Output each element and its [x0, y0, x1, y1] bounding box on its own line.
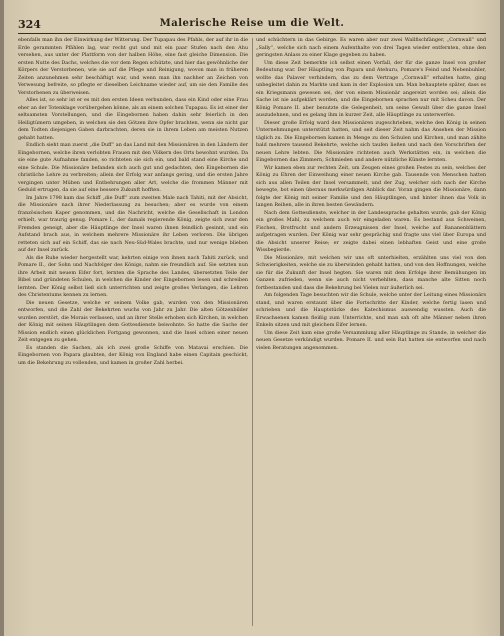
running-title: Malerische Reise um die Welt.: [159, 18, 345, 29]
paragraph: Nach dem Gottesdienste, welcher in der Landessprache gehalten wurde, gab der König ein großes Mahl, zu welchem auch wir eingeladen waren. Es bestand aus Schweinen, Fischen, Brotfrucht und andern Erzeugnissen der Insel, welche auf Bananenblättern aufgetragen wurden. Der König war sehr gesprächig und fragte uns viel über Europa und die Absicht unserer Reise; er zeigte dabei einen lebhaften Geist und eine große Wissbegierde.: [256, 209, 486, 253]
paragraph: Um diese Zeit kam eine große Versammlung aller Häuptlinge zu Stande, in welcher die neuen Gesetze verkündigt wurden. Pomare II. und sein Rat hatten sie entworfen und nach vielen Beratungen angenommen.: [256, 329, 486, 351]
page-number: 324: [18, 18, 41, 31]
book-page: [4, 0, 500, 636]
right-text-column: [256, 37, 486, 627]
column-divider: [252, 38, 253, 626]
paragraph: Die Missionäre, mit welchen wir uns oft unterhielten, erzählten uns viel von den Schwierigkeiten, welche sie zu überwinden gehabt hatten, und von den Hoffnungen, welche sie für die Zukunft der Insel hegten. Sie waren mit dem Erfolge ihrer Bemühungen im Ganzen zufrieden, wenn sie auch nicht verhehlten, dass manche alte Sitten noch fortbestanden und dass die Bekehrung bei Vielen nur äußerlich sei.: [256, 254, 486, 291]
header-rule: [18, 33, 486, 34]
paragraph: Die neuen Gesetze, welche er seinem Volke gab, wurden von den Missionären entworfen, und die Zahl der Bekehrten wuchs von Jahr zu Jahr. Die alten Götzenbilder wurden zerstört, die Morais verlassen, und an ihrer Stelle erhoben sich Kirchen, in welchen der König mit seinen Häuptlingen dem Gottesdienste beiwohnte. So hatte die Sache der Mission endlich einen glücklichen Fortgang gewonnen, und die Insel schien einer neuen Zeit entgegen zu gehen.: [18, 299, 248, 343]
paragraph: Um diese Zeit bemerkte ich selbst einen Vorfall, der für die ganze Insel von großer Bedeutung war. Der Häuptling von Papara und Atehuru, Pomare's Feind und Nebenbuhler, wollte das Palaver verhindern, das zu dem Vertrage „Cornwall“ erhalten hatte, ging unbegleitet dahin zu Markte und kam in der Explosion um. Man behauptete später, dass es ein Kriegsmann gewesen sei, der von einem Missionär angereizt worden sei; allein die Sache ist nie aufgeklärt worden, und die Eingebornen sprachen nur mit Scheu davon. Der König Pomare II. aber benutzte die Gelegenheit, um seine Gewalt über die ganze Insel auszudehnen, und es gelang ihm in kurzer Zeit, alle Häuptlinge zu unterwerfen.: [256, 59, 486, 118]
paragraph: Als die Ruhe wieder hergestellt war, kehrten einige von ihnen nach Tahiti zurück, und Pomare II., der Sohn und Nachfolger des Königs, nahm sie freundlich auf. Sie setzten nun ihre Arbeit mit neuem Eifer fort, lernten die Sprache des Landes, übersetzten Teile der Bibel und gründeten Schulen, in welchen die Kinder der Eingebornen lesen und schreiben lernten. Der König selbst ließ sich unterrichten und zeigte großes Verlangen, die Lehren des Christentums kennen zu lernen.: [18, 254, 248, 298]
paragraph: Endlich sieht man zuerst „die Duff“ an das Land mit den Missionären in den Ländern der Eingebornen, welche ihren verlobten Frauen mit den Völkern des Orts bewohnt wurden. Da sie eine gute Aufnahme fanden, so richteten sie sich ein, und bald stand eine Kirche und eine Schule. Die Missionäre befanden sich auch gut und gedachten, den Eingebornen die christliche Lehre zu verbreiten; allein der Erfolg war anfangs gering, und die ersten Jahre vergingen unter Mühen und Entbehrungen aller Art, welche die frommen Männer mit Geduld ertrugen, da sie auf eine bessere Zukunft hofften.: [18, 142, 248, 193]
paragraph: Alles ist, so sehr ist er es mit den ersten Ideen verbunden, dass ein Kind oder eine Frau eher an der Totenklage vorübergehen könne, als an einem solchen Tupapau. Es ist einer der seltsamsten Vorstellungen, und die Eingebornen haben dahin sehr feierlich in den Heiligtümern umgeben, in welchen sie den Götzen ihre Opfer brachten, wenn sie nicht gar dem Todten diejenigen Gaben darbrachten, deren sie in ihrem Leben am meisten Nutzen gehabt hatten.: [18, 97, 248, 141]
paragraph: und schüchtern in das Gebirge. Es waren aber nur zwei Wallfischfänger, „Cornwall“ und „Sally“, welche sich nach einem Aufenthalte von drei Tagen wieder entfernten, ohne den geringsten Anlass zu einer Klage gegeben zu haben.: [256, 37, 486, 58]
paragraph: Im Jahre 1798 kam das Schiff „die Duff“ zum zweiten Male nach Tahiti, mit der Absicht, die Missionäre nach ihrer Niederlassung zu besuchen; aber es wurde von einem französischen Kaper genommen, und die Nachricht, welche die Gesellschaft in London erhielt, war traurig genug. Pomare I., der damals regierende König, zeigte sich zwar den Fremden geneigt, aber die Häuptlinge der Insel waren ihnen feindlich gesinnt, und ein Aufstand brach aus, in welchem mehrere Missionäre ihr Leben verloren. Die übrigen retteten sich auf ein Schiff, das sie nach Neu-Süd-Wales brachte, und nur wenige blieben auf der Insel zurück.: [18, 194, 248, 253]
left-text-column: [18, 37, 248, 627]
paragraph: Es standen die Sachen, als ich zwei große Schiffe von Matavai erschien. Die Eingebornen von Papara glaubten, der König von England habe einen Capitain geschickt, um die Bekehrung zu vollenden, und kamen in großer Zahl herbei.: [18, 344, 248, 366]
paragraph: Am folgenden Tage besuchten wir die Schule, welche unter der Leitung eines Missionärs stand, und waren erstaunt über die Fortschritte der Kinder, welche fertig lasen und schrieben und die Hauptstücke des Katechismus auswendig wussten. Auch die Erwachsenen kamen fleißig zum Unterrichte, und man sah oft alte Männer neben ihren Enkeln sitzen und mit gleichem Eifer lernen.: [256, 292, 486, 328]
paragraph: ebenfalls man ihn der Einwirkung der Witterung. Der Tupapau des Pfahls, der auf ihr in die Erde gerammten Pfählen lag, war recht gut und mit ein paar Stufen nach den Ahu versehen, aus unter der Plattform von der halben Höhe, eine fast gleiche Dimension. Die ersten Nutte des Dachs, welches die vor dem Regen schützte, und hier das gewöhnliche der Körpers der Verstorbenen, wie sie auf die Pflege und Reinigung, wovon man in früheren Zeiten anzunehmen sehr beschäftigt war, und wenn man ihn nachher an Zeichen von Verwesung befreite, so pflegte er dieselben Leichname wieder auf, um sie den Familie des Verstorbenen zu überweisen.: [18, 37, 248, 96]
paragraph: Dieser große Erfolg ward den Missionären zugeschrieben, welche den König in seinen Unternehmungen unterstützt hatten, und seit dieser Zeit nahm das Ansehen der Mission täglich zu. Die Eingebornen kamen in Menge zu den Schulen und Kirchen, und man zählte bald mehrere tausend Bekehrte, welche sich taufen ließen und nach den Vorschriften der neuen Lehre lebten. Die Missionäre richteten auch Werkstätten ein, in welchen die Eingebornen das Zimmern, Schmieden und andere nützliche Künste lernten.: [256, 119, 486, 163]
page-header: [18, 18, 486, 34]
paragraph: Wir kamen eben zur rechten Zeit, um Zeugen eines großen Festes zu sein, welches der König zu Ehren der Einweihung einer neuen Kirche gab. Tausende von Menschen hatten sich aus allen Teilen der Insel versammelt, und der Zug, welcher sich nach der Kirche bewegte, bot einen überaus merkwürdigen Anblick dar. Voran gingen die Missionäre, dann folgte der König mit seiner Familie und den Häuptlingen, und hinter ihnen das Volk in langen Reihen, alle in ihren besten Gewändern.: [256, 164, 486, 208]
